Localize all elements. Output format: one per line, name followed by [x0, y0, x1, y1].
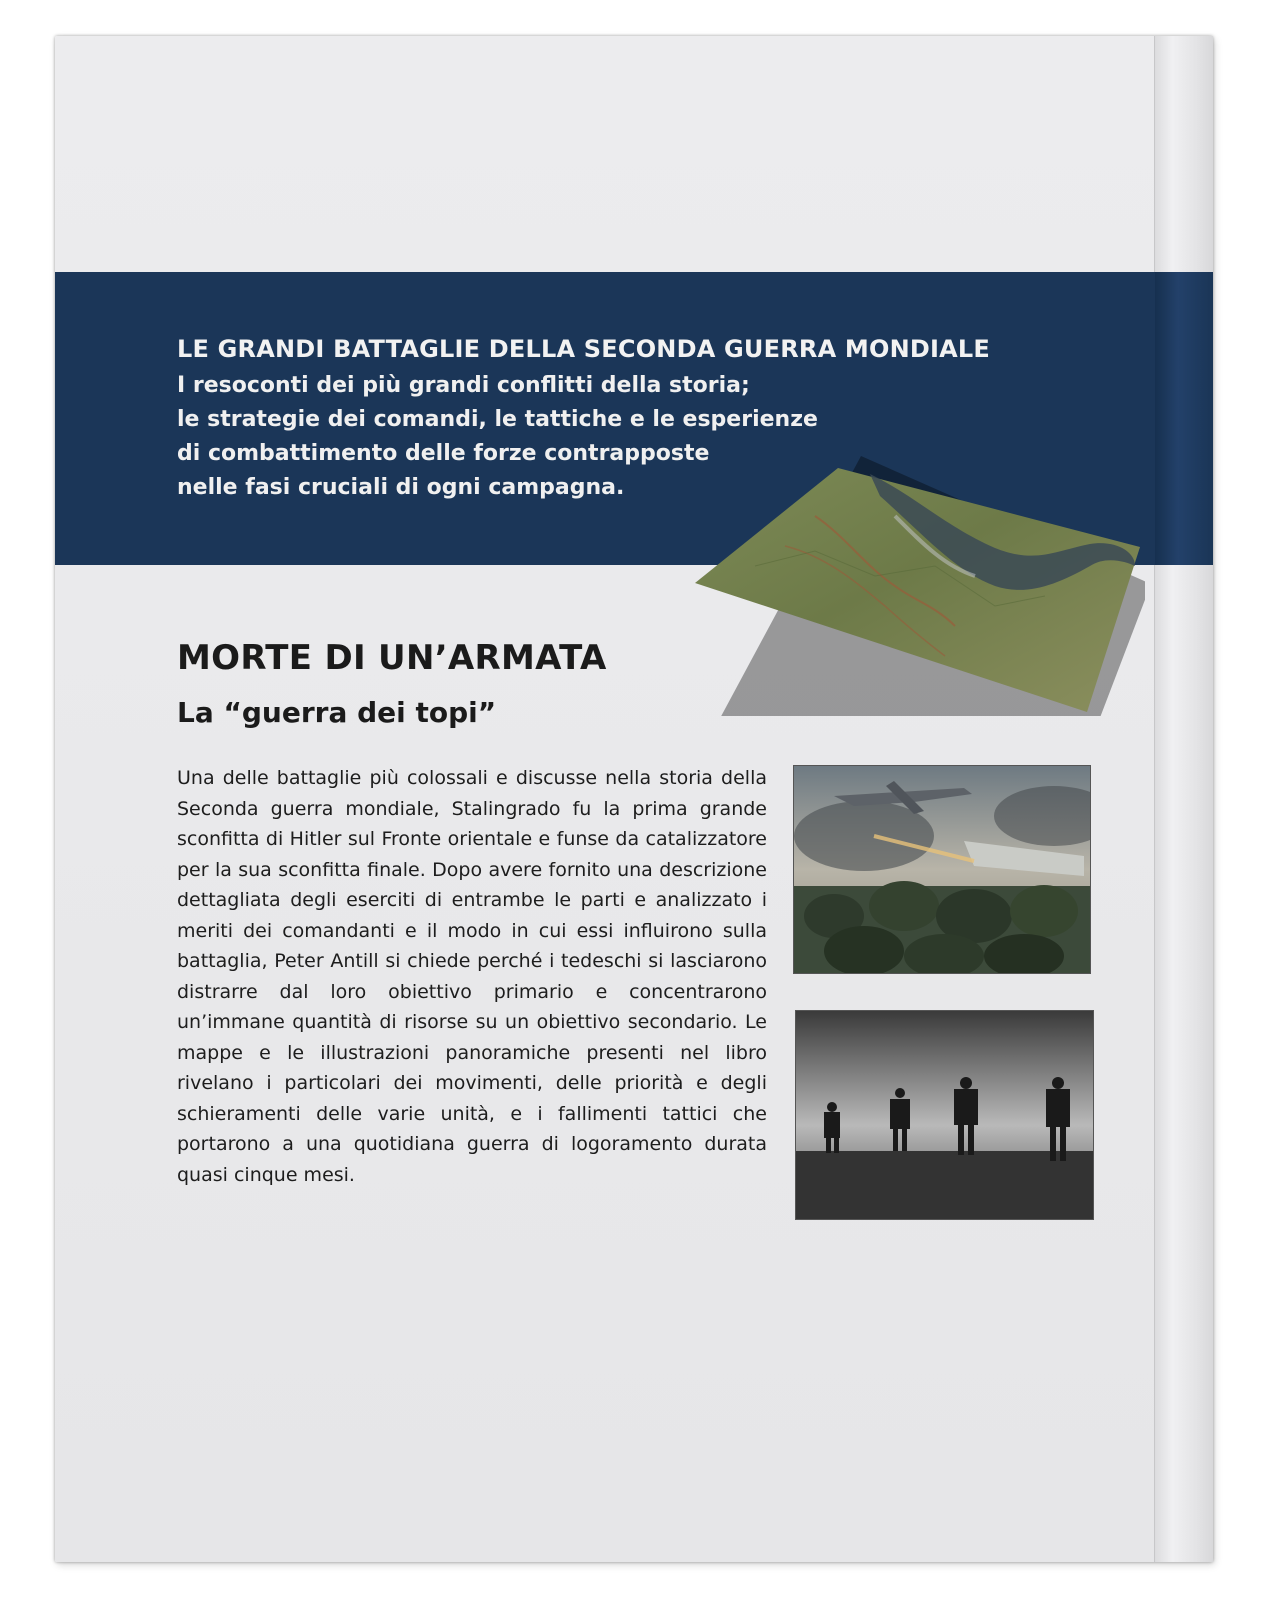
series-description-line: le strategie dei comandi, le tattiche e le esperienze — [177, 407, 818, 432]
book-back-cover — [55, 36, 1213, 1562]
series-description-line: di combattimento delle forze contrapposte — [177, 441, 710, 466]
series-description-line: nelle fasi cruciali di ogni campagna. — [177, 475, 625, 500]
soldiers-silhouette-image — [795, 1010, 1094, 1220]
band-spine-section — [1155, 272, 1213, 565]
battle-illustration-image — [793, 765, 1091, 974]
book-blurb: Una delle battaglie più colossali e discusse nella storia della Seconda guerra mondiale, Stalingrado fu la prima grande sconfitta di Hitler sul Fronte orientale e funse da catalizzatore per la sua sconfitta finale. Dopo avere fornito una descrizione dettagliata degli eserciti di entrambe le parti e analizzato i meriti dei comandanti e il modo in cui essi influirono sulla battaglia, Peter Antill si chiede perché i tedeschi si lasciarono distrarre dal loro obiettivo primario e concentrarono un’immane quantità di risorse su un obiettivo secondario. Le mappe e le illustrazioni panoramiche presenti nel libro rivelano i particolari dei movimenti, delle priorità e degli schieramenti delle varie unità, e i fallimenti tattici che portarono a una quotidiana guerra di logoramento durata quasi cinque mesi. — [177, 767, 767, 1186]
series-description-line: I resoconti dei più grandi conflitti della storia; — [177, 373, 750, 398]
book-subtitle: La “guerra dei topi” — [177, 696, 497, 729]
series-description — [177, 369, 817, 505]
book-title: MORTE DI UN’ARMATA — [177, 638, 607, 678]
series-title: LE GRANDI BATTAGLIE DELLA SECONDA GUERRA MONDIALE — [177, 335, 990, 363]
book-spine — [1154, 36, 1213, 1562]
